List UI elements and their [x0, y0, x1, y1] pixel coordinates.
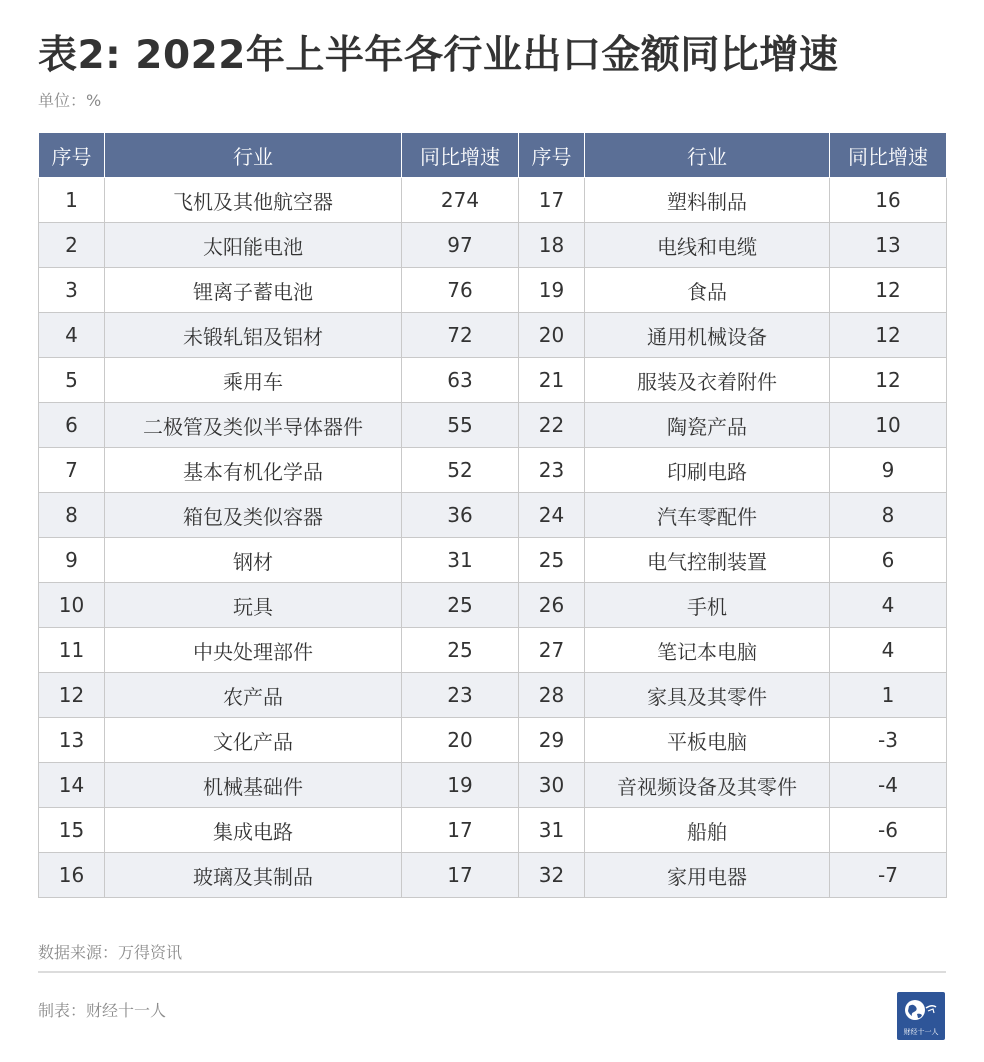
table-row: [39, 358, 947, 403]
cell-industry: 玩具: [105, 583, 402, 628]
table-row: [39, 538, 947, 583]
table-row: [39, 808, 947, 853]
cell-growth: 274: [402, 178, 519, 223]
cell-growth: 6: [830, 538, 947, 583]
cell-growth: 16: [830, 178, 947, 223]
cell-industry: 印刷电路: [585, 448, 830, 493]
cell-index: 11: [39, 628, 105, 673]
cell-growth: 13: [830, 223, 947, 268]
cell-growth: 12: [830, 268, 947, 313]
source-note: 数据来源：万得资讯: [38, 943, 183, 962]
cell-industry: 箱包及类似容器: [105, 493, 402, 538]
table-row: [39, 718, 947, 763]
cell-industry: 飞机及其他航空器: [105, 178, 402, 223]
cell-growth: -6: [830, 808, 947, 853]
cell-industry: 钢材: [105, 538, 402, 583]
cell-growth: 52: [402, 448, 519, 493]
cell-industry: 文化产品: [105, 718, 402, 763]
cell-index: 4: [39, 313, 105, 358]
cell-industry: 笔记本电脑: [585, 628, 830, 673]
table-row: [39, 628, 947, 673]
table-row: [39, 583, 947, 628]
cell-growth: 55: [402, 403, 519, 448]
header-industry: 行业: [105, 133, 402, 178]
cell-growth: 4: [830, 583, 947, 628]
table-row: [39, 673, 947, 718]
cell-growth: 72: [402, 313, 519, 358]
table-row: [39, 178, 947, 223]
cell-growth: 17: [402, 808, 519, 853]
table-row: [39, 403, 947, 448]
cell-industry: 平板电脑: [585, 718, 830, 763]
cell-industry: 中央处理部件: [105, 628, 402, 673]
header-industry: 行业: [585, 133, 830, 178]
table-row: [39, 493, 947, 538]
header-index: 序号: [39, 133, 105, 178]
page-title: 表2: 2022年上半年各行业出口金额同比增速: [38, 33, 839, 78]
table-row: [39, 448, 947, 493]
cell-growth: 36: [402, 493, 519, 538]
header-growth: 同比增速: [402, 133, 519, 178]
cell-industry: 机械基础件: [105, 763, 402, 808]
cell-growth: 25: [402, 628, 519, 673]
cell-index: 24: [519, 493, 585, 538]
cell-index: 12: [39, 673, 105, 718]
cell-index: 32: [519, 853, 585, 898]
cell-industry: 手机: [585, 583, 830, 628]
cell-industry: 家具及其零件: [585, 673, 830, 718]
cell-industry: 电气控制装置: [585, 538, 830, 583]
cell-growth: 25: [402, 583, 519, 628]
data-table: [38, 132, 947, 898]
cell-industry: 塑料制品: [585, 178, 830, 223]
cell-industry: 船舶: [585, 808, 830, 853]
cell-index: 25: [519, 538, 585, 583]
cell-growth: 8: [830, 493, 947, 538]
cell-growth: 97: [402, 223, 519, 268]
cell-index: 14: [39, 763, 105, 808]
table-body: [39, 178, 947, 898]
cell-industry: 玻璃及其制品: [105, 853, 402, 898]
cell-index: 21: [519, 358, 585, 403]
cell-industry: 乘用车: [105, 358, 402, 403]
cell-growth: 31: [402, 538, 519, 583]
table-row: [39, 223, 947, 268]
cell-growth: 17: [402, 853, 519, 898]
cell-index: 28: [519, 673, 585, 718]
table-header-row: [39, 133, 947, 178]
cell-index: 17: [519, 178, 585, 223]
table-row: [39, 853, 947, 898]
table-row: [39, 763, 947, 808]
cell-growth: -3: [830, 718, 947, 763]
cell-growth: 12: [830, 358, 947, 403]
cell-industry: 家用电器: [585, 853, 830, 898]
cell-index: 20: [519, 313, 585, 358]
cell-growth: -7: [830, 853, 947, 898]
cell-industry: 二极管及类似半导体器件: [105, 403, 402, 448]
divider: [38, 971, 946, 973]
cell-growth: -4: [830, 763, 947, 808]
cell-index: 3: [39, 268, 105, 313]
brand-logo: [897, 992, 945, 1040]
cell-index: 30: [519, 763, 585, 808]
cell-growth: 76: [402, 268, 519, 313]
header-growth: 同比增速: [830, 133, 947, 178]
cell-industry: 通用机械设备: [585, 313, 830, 358]
cell-index: 9: [39, 538, 105, 583]
header-index: 序号: [519, 133, 585, 178]
table-row: [39, 268, 947, 313]
cell-index: 29: [519, 718, 585, 763]
cell-index: 6: [39, 403, 105, 448]
cell-industry: 陶瓷产品: [585, 403, 830, 448]
cell-industry: 集成电路: [105, 808, 402, 853]
cell-growth: 12: [830, 313, 947, 358]
cell-industry: 未锻轧铝及铝材: [105, 313, 402, 358]
cell-index: 26: [519, 583, 585, 628]
cell-industry: 音视频设备及其零件: [585, 763, 830, 808]
cell-index: 8: [39, 493, 105, 538]
cell-growth: 20: [402, 718, 519, 763]
cell-growth: 10: [830, 403, 947, 448]
cell-index: 16: [39, 853, 105, 898]
cell-industry: 农产品: [105, 673, 402, 718]
logo-text: 财经十一人: [903, 1028, 939, 1036]
cell-index: 31: [519, 808, 585, 853]
cell-industry: 服装及衣着附件: [585, 358, 830, 403]
cell-index: 15: [39, 808, 105, 853]
cell-growth: 63: [402, 358, 519, 403]
unit-label: 单位：%: [38, 91, 102, 110]
cell-industry: 电线和电缆: [585, 223, 830, 268]
cell-index: 7: [39, 448, 105, 493]
cell-index: 13: [39, 718, 105, 763]
cell-industry: 基本有机化学品: [105, 448, 402, 493]
cell-index: 18: [519, 223, 585, 268]
cell-industry: 锂离子蓄电池: [105, 268, 402, 313]
cell-industry: 汽车零配件: [585, 493, 830, 538]
cell-growth: 9: [830, 448, 947, 493]
cell-growth: 19: [402, 763, 519, 808]
cell-index: 23: [519, 448, 585, 493]
cell-index: 2: [39, 223, 105, 268]
cell-index: 19: [519, 268, 585, 313]
cell-growth: 23: [402, 673, 519, 718]
table-row: [39, 313, 947, 358]
cell-index: 5: [39, 358, 105, 403]
cell-growth: 1: [830, 673, 947, 718]
cell-growth: 4: [830, 628, 947, 673]
cell-industry: 食品: [585, 268, 830, 313]
cell-index: 22: [519, 403, 585, 448]
maker-note: 制表：财经十一人: [38, 1001, 167, 1020]
cell-index: 10: [39, 583, 105, 628]
cell-index: 1: [39, 178, 105, 223]
cell-index: 27: [519, 628, 585, 673]
cell-industry: 太阳能电池: [105, 223, 402, 268]
